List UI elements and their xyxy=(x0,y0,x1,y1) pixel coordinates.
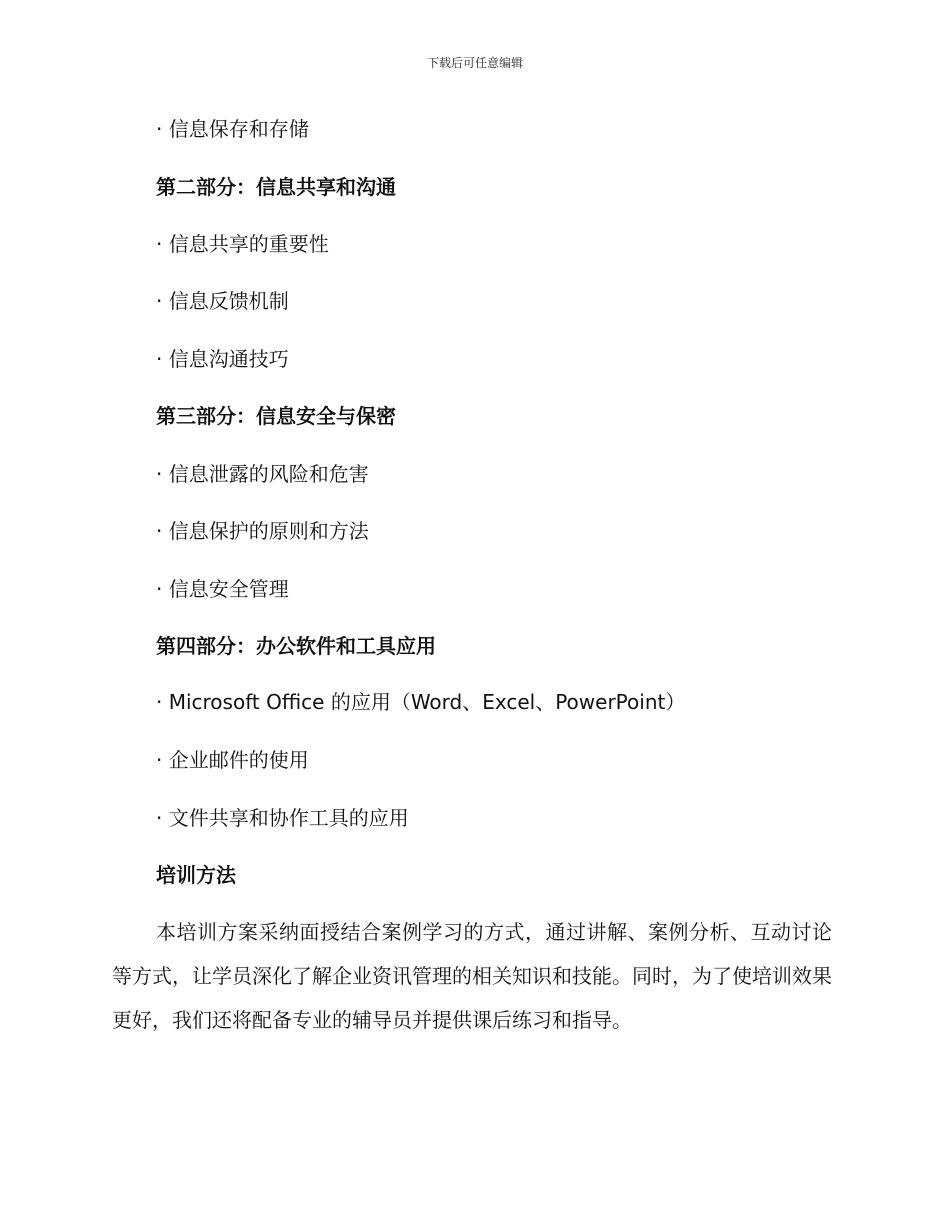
list-item: · 信息沟通技巧 xyxy=(156,347,289,371)
list-item: · 信息保存和存储 xyxy=(156,117,309,141)
list-item: · 信息泄露的风险和危害 xyxy=(156,462,369,486)
list-item: · 信息安全管理 xyxy=(156,577,289,601)
list-item: · 文件共享和协作工具的应用 xyxy=(156,806,409,830)
section-heading: 第二部分：信息共享和沟通 xyxy=(156,175,396,199)
section-heading: 第三部分：信息安全与保密 xyxy=(156,404,396,428)
list-item: · 信息保护的原则和方法 xyxy=(156,519,369,543)
list-item: · 信息反馈机制 xyxy=(156,289,289,313)
page-header: 下载后可任意编辑 xyxy=(426,56,523,70)
list-item: · 企业邮件的使用 xyxy=(156,748,309,772)
section-heading: 第四部分：办公软件和工具应用 xyxy=(156,634,436,658)
list-item: · Microsoft Office 的应用（Word、Excel、PowerPoint） xyxy=(156,690,686,714)
section-heading: 培训方法 xyxy=(156,863,236,887)
list-item: · 信息共享的重要性 xyxy=(156,232,329,256)
body-paragraph: 本培训方案采纳面授结合案例学习的方式，通过讲解、案例分析、互动讨论等方式，让学员深化了解企业资讯管理的相关知识和技能。同时，为了使培训效果更好，我们还将配备专业的辅导员并提供课后练习和指导。 xyxy=(112,920,832,1032)
